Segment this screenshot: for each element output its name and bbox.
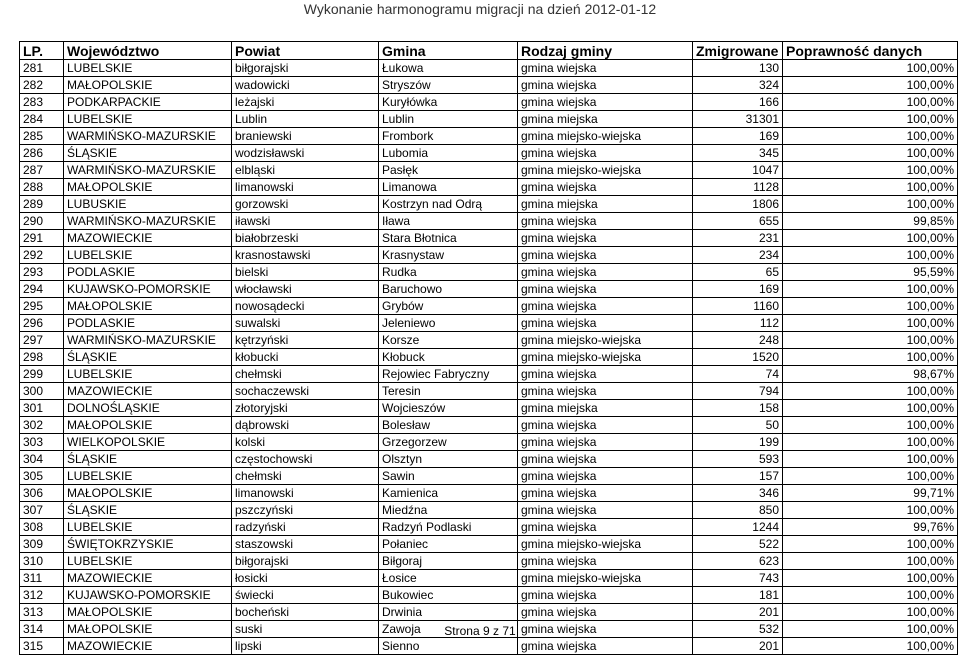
cell-gmina: Miedźna: [379, 502, 518, 519]
cell-rodzaj-gminy: gmina wiejska: [518, 281, 693, 298]
cell-powiat: suwalski: [232, 315, 379, 332]
cell-poprawnosc: 100,00%: [783, 451, 958, 468]
cell-lp: 311: [20, 570, 64, 587]
table-row: [20, 536, 958, 553]
cell-poprawnosc: 100,00%: [783, 332, 958, 349]
cell-rodzaj-gminy: gmina wiejska: [518, 60, 693, 77]
cell-wojewodztwo: MAZOWIECKIE: [64, 570, 232, 587]
cell-gmina: Kłobuck: [379, 349, 518, 366]
cell-poprawnosc: 100,00%: [783, 111, 958, 128]
table-row: [20, 383, 958, 400]
cell-gmina: Bukowiec: [379, 587, 518, 604]
cell-powiat: staszowski: [232, 536, 379, 553]
cell-wojewodztwo: DOLNOŚLĄSKIE: [64, 400, 232, 417]
cell-powiat: sochaczewski: [232, 383, 379, 400]
cell-wojewodztwo: PODLASKIE: [64, 264, 232, 281]
cell-gmina: Biłgoraj: [379, 553, 518, 570]
cell-lp: 301: [20, 400, 64, 417]
cell-zmigrowane: 850: [693, 502, 783, 519]
cell-gmina: Kamienica: [379, 485, 518, 502]
cell-wojewodztwo: MAZOWIECKIE: [64, 230, 232, 247]
cell-rodzaj-gminy: gmina wiejska: [518, 451, 693, 468]
cell-gmina: Krasnystaw: [379, 247, 518, 264]
cell-zmigrowane: 623: [693, 553, 783, 570]
cell-powiat: włocławski: [232, 281, 379, 298]
table-row: [20, 604, 958, 621]
cell-wojewodztwo: LUBELSKIE: [64, 60, 232, 77]
cell-gmina: Iława: [379, 213, 518, 230]
cell-zmigrowane: 112: [693, 315, 783, 332]
cell-wojewodztwo: MAŁOPOLSKIE: [64, 485, 232, 502]
cell-lp: 315: [20, 638, 64, 655]
table-row: [20, 570, 958, 587]
cell-lp: 295: [20, 298, 64, 315]
table-row: [20, 587, 958, 604]
cell-rodzaj-gminy: gmina wiejska: [518, 553, 693, 570]
cell-rodzaj-gminy: gmina wiejska: [518, 264, 693, 281]
cell-zmigrowane: 130: [693, 60, 783, 77]
cell-powiat: wodzisławski: [232, 145, 379, 162]
cell-rodzaj-gminy: gmina wiejska: [518, 621, 693, 638]
cell-wojewodztwo: WARMIŃSKO-MAZURSKIE: [64, 332, 232, 349]
cell-gmina: Stara Błotnica: [379, 230, 518, 247]
cell-powiat: częstochowski: [232, 451, 379, 468]
cell-wojewodztwo: PODLASKIE: [64, 315, 232, 332]
cell-poprawnosc: 100,00%: [783, 281, 958, 298]
cell-lp: 304: [20, 451, 64, 468]
cell-rodzaj-gminy: gmina wiejska: [518, 213, 693, 230]
cell-zmigrowane: 169: [693, 128, 783, 145]
table-row: [20, 145, 958, 162]
cell-lp: 291: [20, 230, 64, 247]
cell-powiat: kętrzyński: [232, 332, 379, 349]
cell-poprawnosc: 100,00%: [783, 417, 958, 434]
cell-wojewodztwo: KUJAWSKO-POMORSKIE: [64, 587, 232, 604]
cell-lp: 296: [20, 315, 64, 332]
cell-wojewodztwo: MAŁOPOLSKIE: [64, 77, 232, 94]
header-powiat: Powiat: [232, 42, 379, 60]
cell-poprawnosc: 100,00%: [783, 536, 958, 553]
cell-gmina: Rudka: [379, 264, 518, 281]
cell-powiat: białobrzeski: [232, 230, 379, 247]
cell-rodzaj-gminy: gmina wiejska: [518, 383, 693, 400]
table-header-row: [20, 42, 958, 60]
cell-lp: 286: [20, 145, 64, 162]
cell-rodzaj-gminy: gmina wiejska: [518, 298, 693, 315]
cell-gmina: Grzegorzew: [379, 434, 518, 451]
cell-poprawnosc: 100,00%: [783, 468, 958, 485]
cell-rodzaj-gminy: gmina wiejska: [518, 247, 693, 264]
cell-powiat: gorzowski: [232, 196, 379, 213]
cell-powiat: radzyński: [232, 519, 379, 536]
cell-rodzaj-gminy: gmina wiejska: [518, 519, 693, 536]
table-row: [20, 519, 958, 536]
cell-powiat: krasnostawski: [232, 247, 379, 264]
cell-lp: 310: [20, 553, 64, 570]
cell-poprawnosc: 100,00%: [783, 553, 958, 570]
cell-poprawnosc: 100,00%: [783, 196, 958, 213]
cell-wojewodztwo: LUBELSKIE: [64, 366, 232, 383]
cell-wojewodztwo: WARMIŃSKO-MAZURSKIE: [64, 213, 232, 230]
cell-lp: 292: [20, 247, 64, 264]
cell-powiat: braniewski: [232, 128, 379, 145]
cell-rodzaj-gminy: gmina wiejska: [518, 638, 693, 655]
cell-powiat: bielski: [232, 264, 379, 281]
cell-gmina: Rejowiec Fabryczny: [379, 366, 518, 383]
table-row: [20, 196, 958, 213]
cell-lp: 294: [20, 281, 64, 298]
cell-powiat: pszczyński: [232, 502, 379, 519]
cell-gmina: Połaniec: [379, 536, 518, 553]
cell-powiat: kłobucki: [232, 349, 379, 366]
table-row: [20, 162, 958, 179]
cell-powiat: wadowicki: [232, 77, 379, 94]
cell-poprawnosc: 100,00%: [783, 434, 958, 451]
cell-rodzaj-gminy: gmina wiejska: [518, 145, 693, 162]
cell-rodzaj-gminy: gmina miejska: [518, 196, 693, 213]
cell-zmigrowane: 346: [693, 485, 783, 502]
cell-zmigrowane: 743: [693, 570, 783, 587]
cell-lp: 302: [20, 417, 64, 434]
cell-zmigrowane: 169: [693, 281, 783, 298]
cell-lp: 287: [20, 162, 64, 179]
cell-rodzaj-gminy: gmina wiejska: [518, 604, 693, 621]
cell-lp: 303: [20, 434, 64, 451]
cell-poprawnosc: 100,00%: [783, 502, 958, 519]
cell-gmina: Łosice: [379, 570, 518, 587]
cell-poprawnosc: 100,00%: [783, 621, 958, 638]
cell-zmigrowane: 65: [693, 264, 783, 281]
cell-gmina: Lubomia: [379, 145, 518, 162]
cell-rodzaj-gminy: gmina wiejska: [518, 94, 693, 111]
cell-poprawnosc: 100,00%: [783, 230, 958, 247]
cell-lp: 313: [20, 604, 64, 621]
cell-lp: 308: [20, 519, 64, 536]
cell-wojewodztwo: MAŁOPOLSKIE: [64, 604, 232, 621]
cell-gmina: Kostrzyn nad Odrą: [379, 196, 518, 213]
cell-powiat: chełmski: [232, 366, 379, 383]
cell-lp: 305: [20, 468, 64, 485]
cell-wojewodztwo: ŚWIĘTOKRZYSKIE: [64, 536, 232, 553]
cell-gmina: Olsztyn: [379, 451, 518, 468]
cell-gmina: Zawoja: [379, 621, 518, 638]
table-row: [20, 366, 958, 383]
cell-poprawnosc: 98,67%: [783, 366, 958, 383]
cell-wojewodztwo: WIELKOPOLSKIE: [64, 434, 232, 451]
cell-wojewodztwo: ŚLĄSKIE: [64, 145, 232, 162]
cell-powiat: elbląski: [232, 162, 379, 179]
table-row: [20, 94, 958, 111]
table-body: [20, 60, 958, 655]
cell-powiat: iławski: [232, 213, 379, 230]
table-row: [20, 400, 958, 417]
table-row: [20, 451, 958, 468]
cell-wojewodztwo: MAŁOPOLSKIE: [64, 621, 232, 638]
cell-powiat: suski: [232, 621, 379, 638]
cell-lp: 306: [20, 485, 64, 502]
cell-poprawnosc: 99,85%: [783, 213, 958, 230]
cell-lp: 297: [20, 332, 64, 349]
cell-gmina: Wojcieszów: [379, 400, 518, 417]
cell-zmigrowane: 157: [693, 468, 783, 485]
cell-lp: 312: [20, 587, 64, 604]
cell-zmigrowane: 74: [693, 366, 783, 383]
table-row: [20, 332, 958, 349]
cell-gmina: Baruchowo: [379, 281, 518, 298]
cell-lp: 282: [20, 77, 64, 94]
cell-powiat: Lublin: [232, 111, 379, 128]
table-row: [20, 349, 958, 366]
cell-zmigrowane: 248: [693, 332, 783, 349]
cell-powiat: świecki: [232, 587, 379, 604]
cell-zmigrowane: 158: [693, 400, 783, 417]
cell-zmigrowane: 794: [693, 383, 783, 400]
table-row: [20, 553, 958, 570]
cell-powiat: bocheński: [232, 604, 379, 621]
page-number: Strona 9 z 71: [444, 624, 516, 638]
cell-rodzaj-gminy: gmina wiejska: [518, 468, 693, 485]
cell-powiat: biłgorajski: [232, 553, 379, 570]
cell-lp: 289: [20, 196, 64, 213]
cell-poprawnosc: 100,00%: [783, 94, 958, 111]
cell-zmigrowane: 181: [693, 587, 783, 604]
cell-gmina: Limanowa: [379, 179, 518, 196]
cell-gmina: Łukowa: [379, 60, 518, 77]
cell-rodzaj-gminy: gmina wiejska: [518, 77, 693, 94]
cell-gmina: Drwinia: [379, 604, 518, 621]
cell-rodzaj-gminy: gmina miejsko-wiejska: [518, 536, 693, 553]
cell-powiat: biłgorajski: [232, 60, 379, 77]
cell-rodzaj-gminy: gmina miejsko-wiejska: [518, 128, 693, 145]
cell-rodzaj-gminy: gmina wiejska: [518, 502, 693, 519]
cell-lp: 309: [20, 536, 64, 553]
cell-poprawnosc: 100,00%: [783, 77, 958, 94]
header-lp: LP.: [20, 42, 64, 60]
cell-wojewodztwo: WARMIŃSKO-MAZURSKIE: [64, 162, 232, 179]
cell-zmigrowane: 201: [693, 638, 783, 655]
cell-poprawnosc: 100,00%: [783, 298, 958, 315]
cell-rodzaj-gminy: gmina miejsko-wiejska: [518, 332, 693, 349]
cell-poprawnosc: 100,00%: [783, 247, 958, 264]
cell-poprawnosc: 100,00%: [783, 383, 958, 400]
cell-zmigrowane: 166: [693, 94, 783, 111]
cell-powiat: złotoryjski: [232, 400, 379, 417]
cell-powiat: chełmski: [232, 468, 379, 485]
cell-rodzaj-gminy: gmina wiejska: [518, 179, 693, 196]
cell-powiat: leżajski: [232, 94, 379, 111]
cell-lp: 283: [20, 94, 64, 111]
cell-zmigrowane: 1128: [693, 179, 783, 196]
cell-wojewodztwo: MAŁOPOLSKIE: [64, 298, 232, 315]
cell-gmina: Frombork: [379, 128, 518, 145]
cell-lp: 300: [20, 383, 64, 400]
cell-poprawnosc: 100,00%: [783, 604, 958, 621]
cell-powiat: limanowski: [232, 485, 379, 502]
cell-gmina: Teresin: [379, 383, 518, 400]
cell-poprawnosc: 100,00%: [783, 162, 958, 179]
table-row: [20, 434, 958, 451]
cell-gmina: Bolesław: [379, 417, 518, 434]
cell-zmigrowane: 199: [693, 434, 783, 451]
cell-zmigrowane: 50: [693, 417, 783, 434]
cell-poprawnosc: 100,00%: [783, 315, 958, 332]
cell-lp: 290: [20, 213, 64, 230]
cell-wojewodztwo: WARMIŃSKO-MAZURSKIE: [64, 128, 232, 145]
cell-poprawnosc: 99,76%: [783, 519, 958, 536]
table-row: [20, 128, 958, 145]
cell-wojewodztwo: LUBELSKIE: [64, 468, 232, 485]
migration-table: [19, 41, 958, 655]
cell-powiat: lipski: [232, 638, 379, 655]
cell-zmigrowane: 1244: [693, 519, 783, 536]
header-gmina: Gmina: [379, 42, 518, 60]
cell-wojewodztwo: MAZOWIECKIE: [64, 638, 232, 655]
cell-rodzaj-gminy: gmina miejska: [518, 111, 693, 128]
cell-gmina: Kuryłówka: [379, 94, 518, 111]
cell-rodzaj-gminy: gmina wiejska: [518, 230, 693, 247]
cell-zmigrowane: 201: [693, 604, 783, 621]
cell-gmina: Sawin: [379, 468, 518, 485]
cell-rodzaj-gminy: gmina wiejska: [518, 434, 693, 451]
cell-wojewodztwo: MAZOWIECKIE: [64, 383, 232, 400]
cell-poprawnosc: 95,59%: [783, 264, 958, 281]
header-poprawnosc: Poprawność danych: [783, 42, 958, 60]
table-row: [20, 468, 958, 485]
cell-lp: 288: [20, 179, 64, 196]
table-row: [20, 638, 958, 655]
cell-gmina: Korsze: [379, 332, 518, 349]
cell-zmigrowane: 345: [693, 145, 783, 162]
cell-wojewodztwo: ŚLĄSKIE: [64, 451, 232, 468]
cell-zmigrowane: 532: [693, 621, 783, 638]
table-row: [20, 298, 958, 315]
table-row: [20, 417, 958, 434]
cell-lp: 298: [20, 349, 64, 366]
table-row: [20, 247, 958, 264]
cell-rodzaj-gminy: gmina wiejska: [518, 417, 693, 434]
cell-zmigrowane: 1806: [693, 196, 783, 213]
cell-poprawnosc: 100,00%: [783, 60, 958, 77]
cell-poprawnosc: 100,00%: [783, 400, 958, 417]
cell-rodzaj-gminy: gmina wiejska: [518, 366, 693, 383]
page-title: Wykonanie harmonogramu migracji na dzień 2012-01-12: [303, 1, 657, 17]
cell-wojewodztwo: PODKARPACKIE: [64, 94, 232, 111]
cell-lp: 284: [20, 111, 64, 128]
cell-wojewodztwo: LUBUSKIE: [64, 196, 232, 213]
cell-rodzaj-gminy: gmina wiejska: [518, 315, 693, 332]
cell-zmigrowane: 522: [693, 536, 783, 553]
cell-lp: 299: [20, 366, 64, 383]
cell-powiat: limanowski: [232, 179, 379, 196]
cell-rodzaj-gminy: gmina wiejska: [518, 587, 693, 604]
cell-zmigrowane: 1160: [693, 298, 783, 315]
cell-poprawnosc: 100,00%: [783, 179, 958, 196]
cell-poprawnosc: 100,00%: [783, 349, 958, 366]
table-row: [20, 502, 958, 519]
table-row: [20, 230, 958, 247]
cell-powiat: łosicki: [232, 570, 379, 587]
cell-zmigrowane: 324: [693, 77, 783, 94]
cell-poprawnosc: 100,00%: [783, 638, 958, 655]
cell-wojewodztwo: LUBELSKIE: [64, 111, 232, 128]
cell-powiat: nowosądecki: [232, 298, 379, 315]
cell-wojewodztwo: LUBELSKIE: [64, 247, 232, 264]
cell-lp: 293: [20, 264, 64, 281]
cell-lp: 314: [20, 621, 64, 638]
table-row: [20, 264, 958, 281]
header-rodzaj-gminy: Rodzaj gminy: [518, 42, 693, 60]
cell-rodzaj-gminy: gmina wiejska: [518, 485, 693, 502]
cell-gmina: Radzyń Podlaski: [379, 519, 518, 536]
table-row: [20, 485, 958, 502]
cell-rodzaj-gminy: gmina miejska: [518, 400, 693, 417]
cell-gmina: Stryszów: [379, 77, 518, 94]
cell-zmigrowane: 655: [693, 213, 783, 230]
cell-gmina: Grybów: [379, 298, 518, 315]
cell-poprawnosc: 99,71%: [783, 485, 958, 502]
cell-zmigrowane: 593: [693, 451, 783, 468]
table-row: [20, 315, 958, 332]
cell-zmigrowane: 31301: [693, 111, 783, 128]
table-row: [20, 213, 958, 230]
cell-rodzaj-gminy: gmina miejsko-wiejska: [518, 570, 693, 587]
cell-wojewodztwo: ŚLĄSKIE: [64, 349, 232, 366]
cell-rodzaj-gminy: gmina miejsko-wiejska: [518, 349, 693, 366]
cell-powiat: dąbrowski: [232, 417, 379, 434]
cell-wojewodztwo: ŚLĄSKIE: [64, 502, 232, 519]
cell-poprawnosc: 100,00%: [783, 570, 958, 587]
cell-lp: 285: [20, 128, 64, 145]
cell-poprawnosc: 100,00%: [783, 128, 958, 145]
cell-lp: 307: [20, 502, 64, 519]
cell-wojewodztwo: MAŁOPOLSKIE: [64, 179, 232, 196]
cell-zmigrowane: 1520: [693, 349, 783, 366]
cell-gmina: Sienno: [379, 638, 518, 655]
header-zmigrowane: Zmigrowane: [693, 42, 783, 60]
header-wojewodztwo: Województwo: [64, 42, 232, 60]
cell-rodzaj-gminy: gmina miejsko-wiejska: [518, 162, 693, 179]
table-row: [20, 60, 958, 77]
cell-wojewodztwo: LUBELSKIE: [64, 553, 232, 570]
cell-zmigrowane: 1047: [693, 162, 783, 179]
cell-gmina: Lublin: [379, 111, 518, 128]
table-row: [20, 179, 958, 196]
cell-wojewodztwo: KUJAWSKO-POMORSKIE: [64, 281, 232, 298]
cell-zmigrowane: 231: [693, 230, 783, 247]
cell-poprawnosc: 100,00%: [783, 145, 958, 162]
cell-wojewodztwo: LUBELSKIE: [64, 519, 232, 536]
cell-wojewodztwo: MAŁOPOLSKIE: [64, 417, 232, 434]
cell-poprawnosc: 100,00%: [783, 587, 958, 604]
cell-powiat: kolski: [232, 434, 379, 451]
cell-gmina: Jeleniewo: [379, 315, 518, 332]
cell-lp: 281: [20, 60, 64, 77]
table-row: [20, 77, 958, 94]
cell-gmina: Pasłęk: [379, 162, 518, 179]
cell-zmigrowane: 234: [693, 247, 783, 264]
table-row: [20, 111, 958, 128]
table-row: [20, 281, 958, 298]
